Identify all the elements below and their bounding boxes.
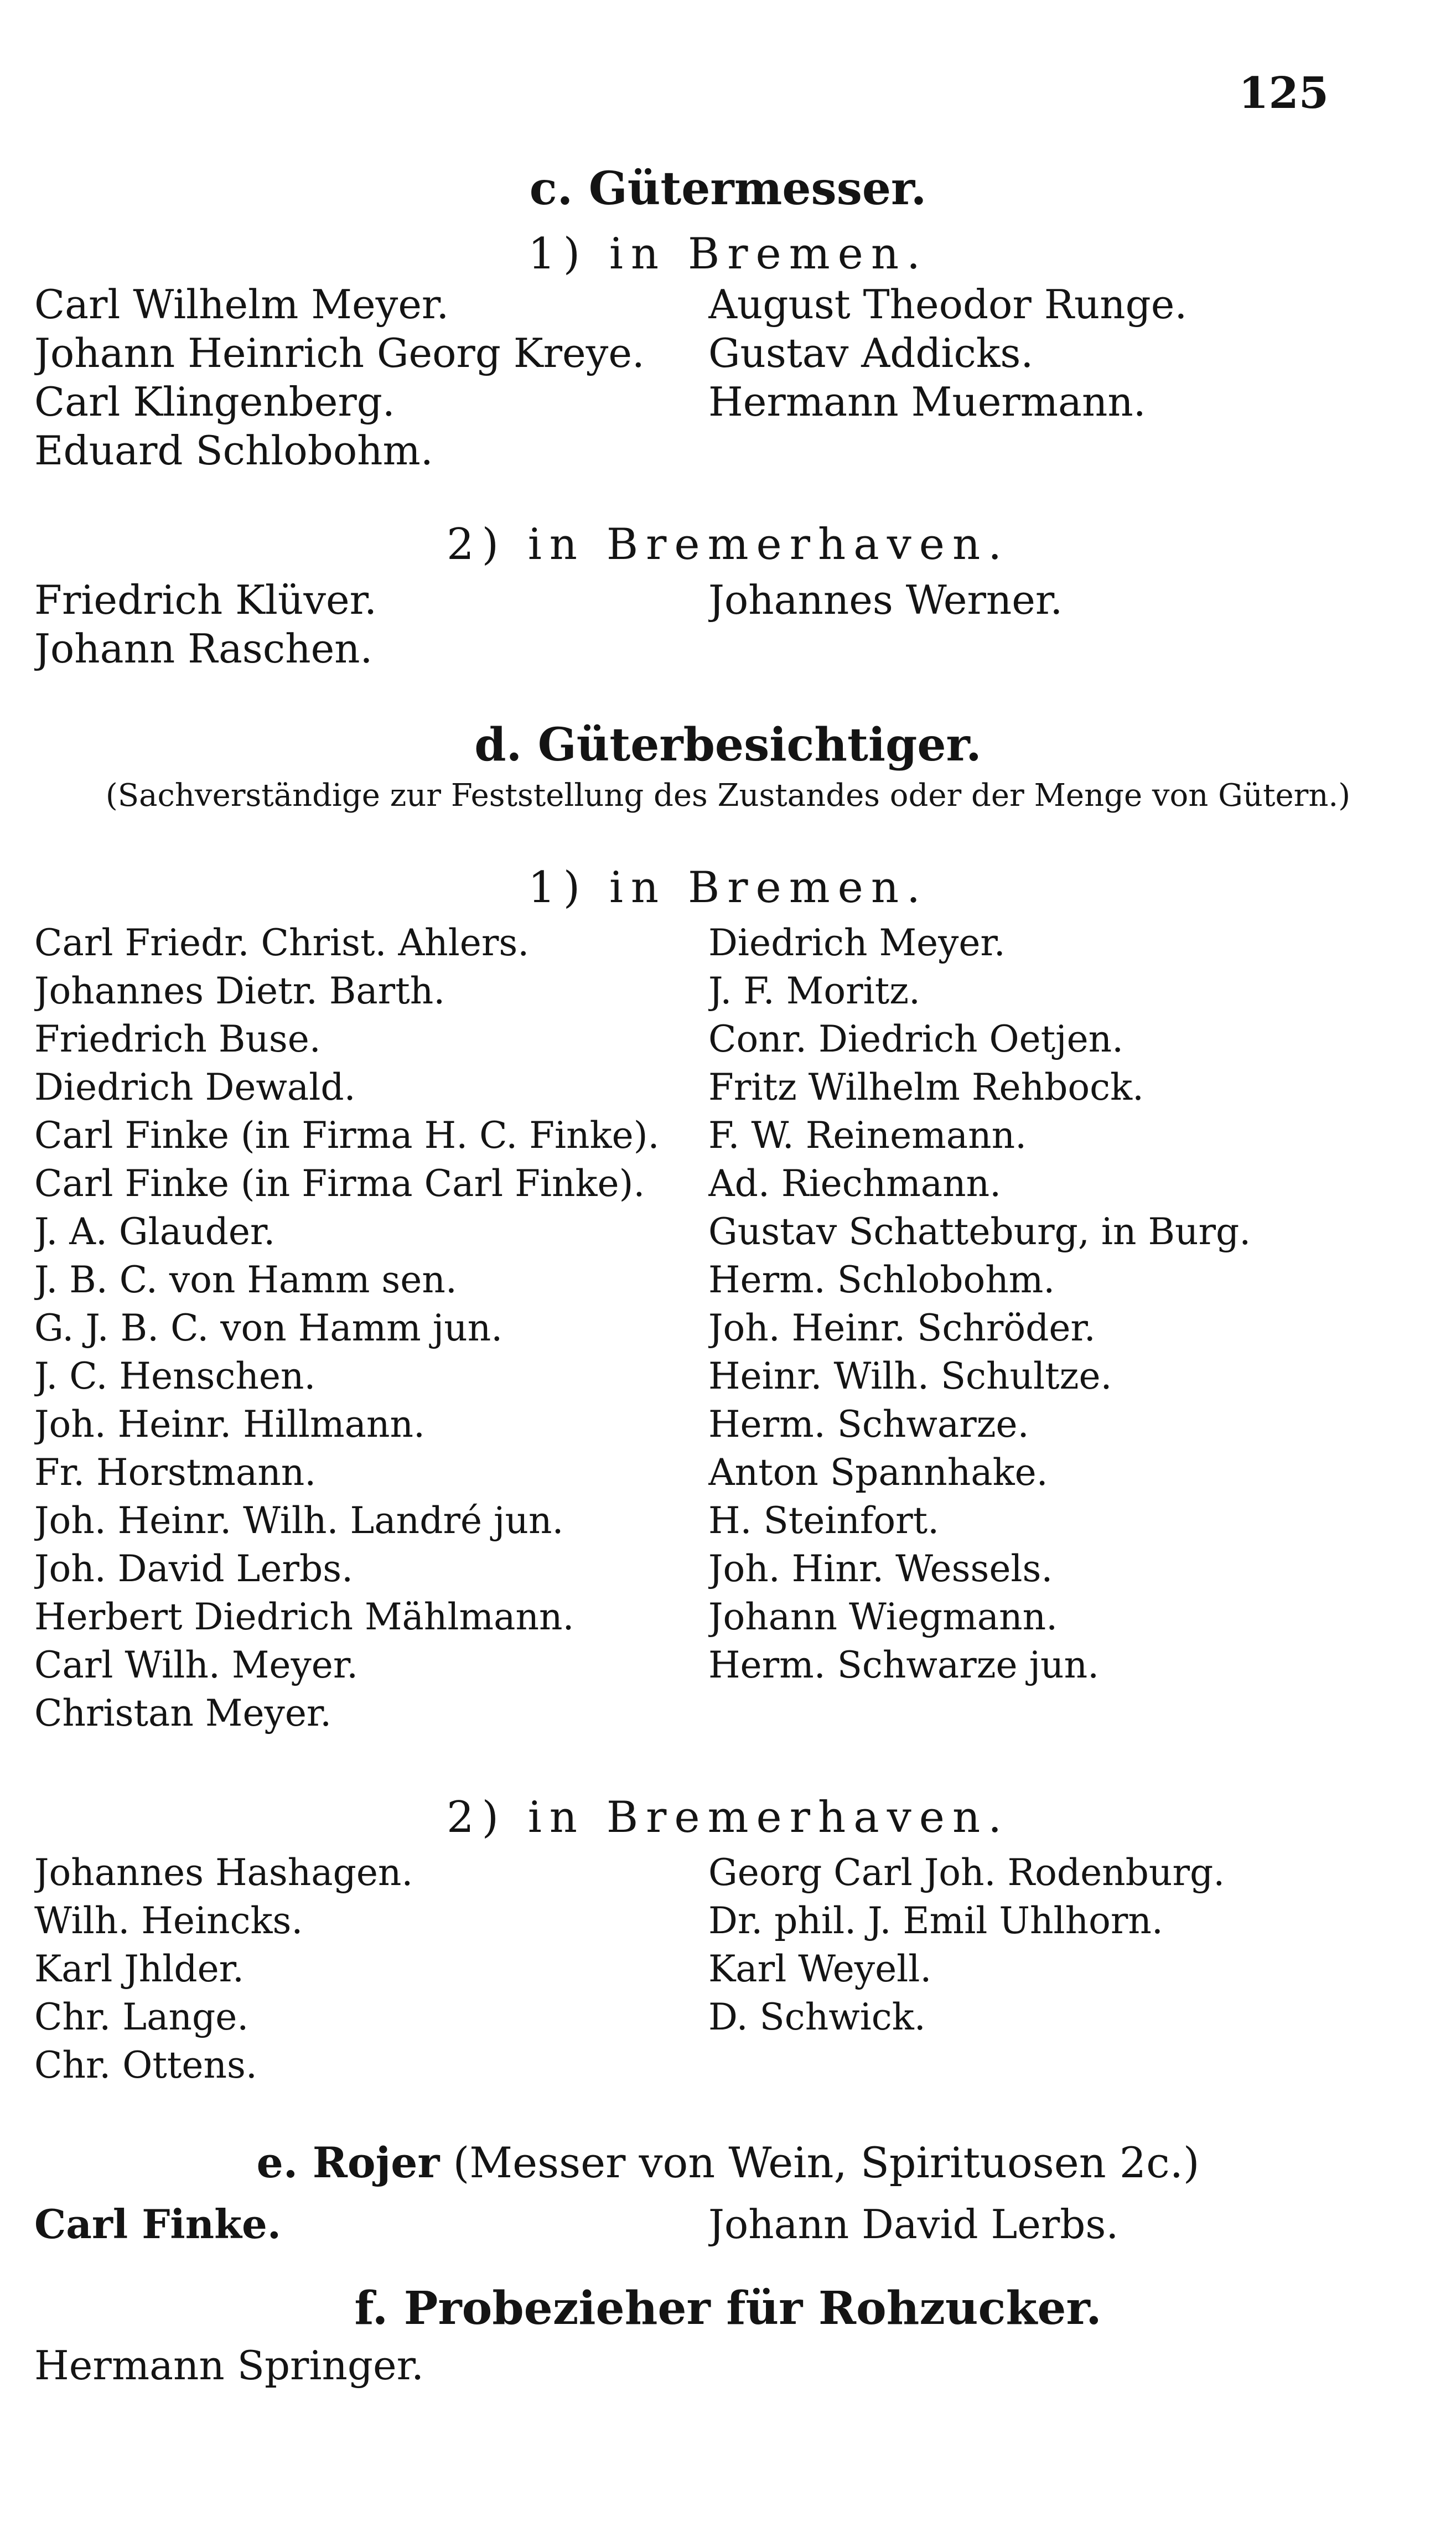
list-item: Herm. Schwarze. xyxy=(708,1403,1029,1446)
list-item: Karl Weyell. xyxy=(708,1948,932,1990)
list-item: Carl Wilhelm Meyer. xyxy=(34,281,449,328)
list-item: Friedrich Buse. xyxy=(34,1018,321,1060)
list-item: Johannes Hashagen. xyxy=(34,1851,413,1894)
list-item: Johann David Lerbs. xyxy=(708,2201,1119,2248)
list-item: H. Steinfort. xyxy=(708,1499,940,1542)
list-item: Christan Meyer. xyxy=(34,1692,332,1735)
section-c-bremen-right-list xyxy=(708,280,1428,426)
section-f-left-list xyxy=(34,2341,687,2390)
section-d-bremen-right-list xyxy=(708,919,1428,1689)
section-e-heading xyxy=(0,2138,1456,2187)
section-c-bremen-left-list xyxy=(34,280,687,475)
list-item: Joh. Heinr. Schröder. xyxy=(708,1307,1096,1349)
list-item: Chr. Ottens. xyxy=(34,2044,257,2086)
list-item: Johann Heinrich Georg Kreye. xyxy=(34,330,645,376)
section-e-subtitle: (Messer von Wein, Spirituosen 2c.) xyxy=(453,2138,1200,2187)
section-c-bremen-heading: 1) in Bremen. xyxy=(528,229,928,279)
list-item: Heinr. Wilh. Schultze. xyxy=(708,1355,1112,1397)
section-c-bremerhaven-right-list xyxy=(708,576,1428,624)
list-item: Hermann Springer. xyxy=(34,2342,424,2389)
list-item: Karl Jhlder. xyxy=(34,1948,244,1990)
section-d-bremerhaven-right-list xyxy=(708,1849,1428,2041)
list-item: J. A. Glauder. xyxy=(34,1210,276,1253)
list-item: Johannes Werner. xyxy=(708,577,1063,623)
list-item: G. J. B. C. von Hamm jun. xyxy=(34,1307,503,1349)
list-item: Joh. Heinr. Hillmann. xyxy=(34,1403,425,1446)
list-item: D. Schwick. xyxy=(708,1996,926,2038)
list-item: J. C. Henschen. xyxy=(34,1355,316,1397)
list-item: Eduard Schlobohm. xyxy=(34,427,433,474)
list-item: Fr. Horstmann. xyxy=(34,1451,317,1494)
list-item: Carl Klingenberg. xyxy=(34,379,395,425)
list-item: J. F. Moritz. xyxy=(708,970,921,1012)
section-c-bremerhaven-heading: 2) in Bremerhaven. xyxy=(447,520,1009,569)
section-f-title: f. Probezieher für Rohzucker. xyxy=(354,2282,1102,2335)
list-item: Friedrich Klüver. xyxy=(34,577,377,623)
list-item: Ad. Riechmann. xyxy=(708,1162,1002,1205)
section-d-bremerhaven-left-list xyxy=(34,1849,687,2089)
list-item: Fritz Wilhelm Rehbock. xyxy=(708,1066,1144,1109)
list-item: Dr. phil. J. Emil Uhlhorn. xyxy=(708,1899,1163,1942)
list-item: August Theodor Runge. xyxy=(708,281,1188,328)
list-item: Carl Finke (in Firma H. C. Finke). xyxy=(34,1114,660,1157)
section-e-left-list xyxy=(34,2200,687,2249)
list-item: Diedrich Dewald. xyxy=(34,1066,356,1109)
list-item: J. B. C. von Hamm sen. xyxy=(34,1259,457,1301)
list-item: Carl Friedr. Christ. Ahlers. xyxy=(34,921,530,964)
list-item: Wilh. Heincks. xyxy=(34,1899,303,1942)
section-c-bremerhaven-left-list xyxy=(34,576,687,673)
list-item: Conr. Diedrich Oetjen. xyxy=(708,1018,1124,1060)
list-item: Hermann Muermann. xyxy=(708,379,1146,425)
list-item: Diedrich Meyer. xyxy=(708,921,1006,964)
section-c-title: c. Gütermesser. xyxy=(529,162,927,215)
section-d-title: d. Güterbesichtiger. xyxy=(474,718,982,772)
list-item: Chr. Lange. xyxy=(34,1996,249,2038)
list-item: Herbert Diedrich Mählmann. xyxy=(34,1596,574,1638)
list-item: Joh. Hinr. Wessels. xyxy=(708,1547,1053,1590)
section-d-note: (Sachverständige zur Feststellung des Zustandes oder der Menge von Gütern.) xyxy=(105,778,1351,814)
page-number: 125 xyxy=(1239,68,1329,118)
section-d-bremerhaven-heading: 2) in Bremerhaven. xyxy=(447,1793,1009,1842)
list-item: Gustav Addicks. xyxy=(708,330,1034,376)
list-item: Gustav Schatteburg, in Burg. xyxy=(708,1210,1251,1253)
list-item: Carl Wilh. Meyer. xyxy=(34,1644,359,1686)
section-d-bremen-heading: 1) in Bremen. xyxy=(528,863,928,913)
list-item: Herm. Schwarze jun. xyxy=(708,1644,1100,1686)
list-item: Joh. Heinr. Wilh. Landré jun. xyxy=(34,1499,564,1542)
list-item: Johannes Dietr. Barth. xyxy=(34,970,445,1012)
list-item: Carl Finke. xyxy=(34,2201,281,2248)
list-item: Georg Carl Joh. Rodenburg. xyxy=(708,1851,1225,1894)
list-item: Joh. David Lerbs. xyxy=(34,1547,354,1590)
list-item: Anton Spannhake. xyxy=(708,1451,1048,1494)
section-e-title: e. Rojer xyxy=(256,2138,440,2187)
list-item: Herm. Schlobohm. xyxy=(708,1259,1055,1301)
section-d-bremen-left-list xyxy=(34,919,687,1737)
section-e-right-list xyxy=(708,2200,1428,2249)
list-item: F. W. Reinemann. xyxy=(708,1114,1027,1157)
list-item: Johann Raschen. xyxy=(34,625,373,672)
list-item: Johann Wiegmann. xyxy=(708,1596,1058,1638)
list-item: Carl Finke (in Firma Carl Finke). xyxy=(34,1162,645,1205)
